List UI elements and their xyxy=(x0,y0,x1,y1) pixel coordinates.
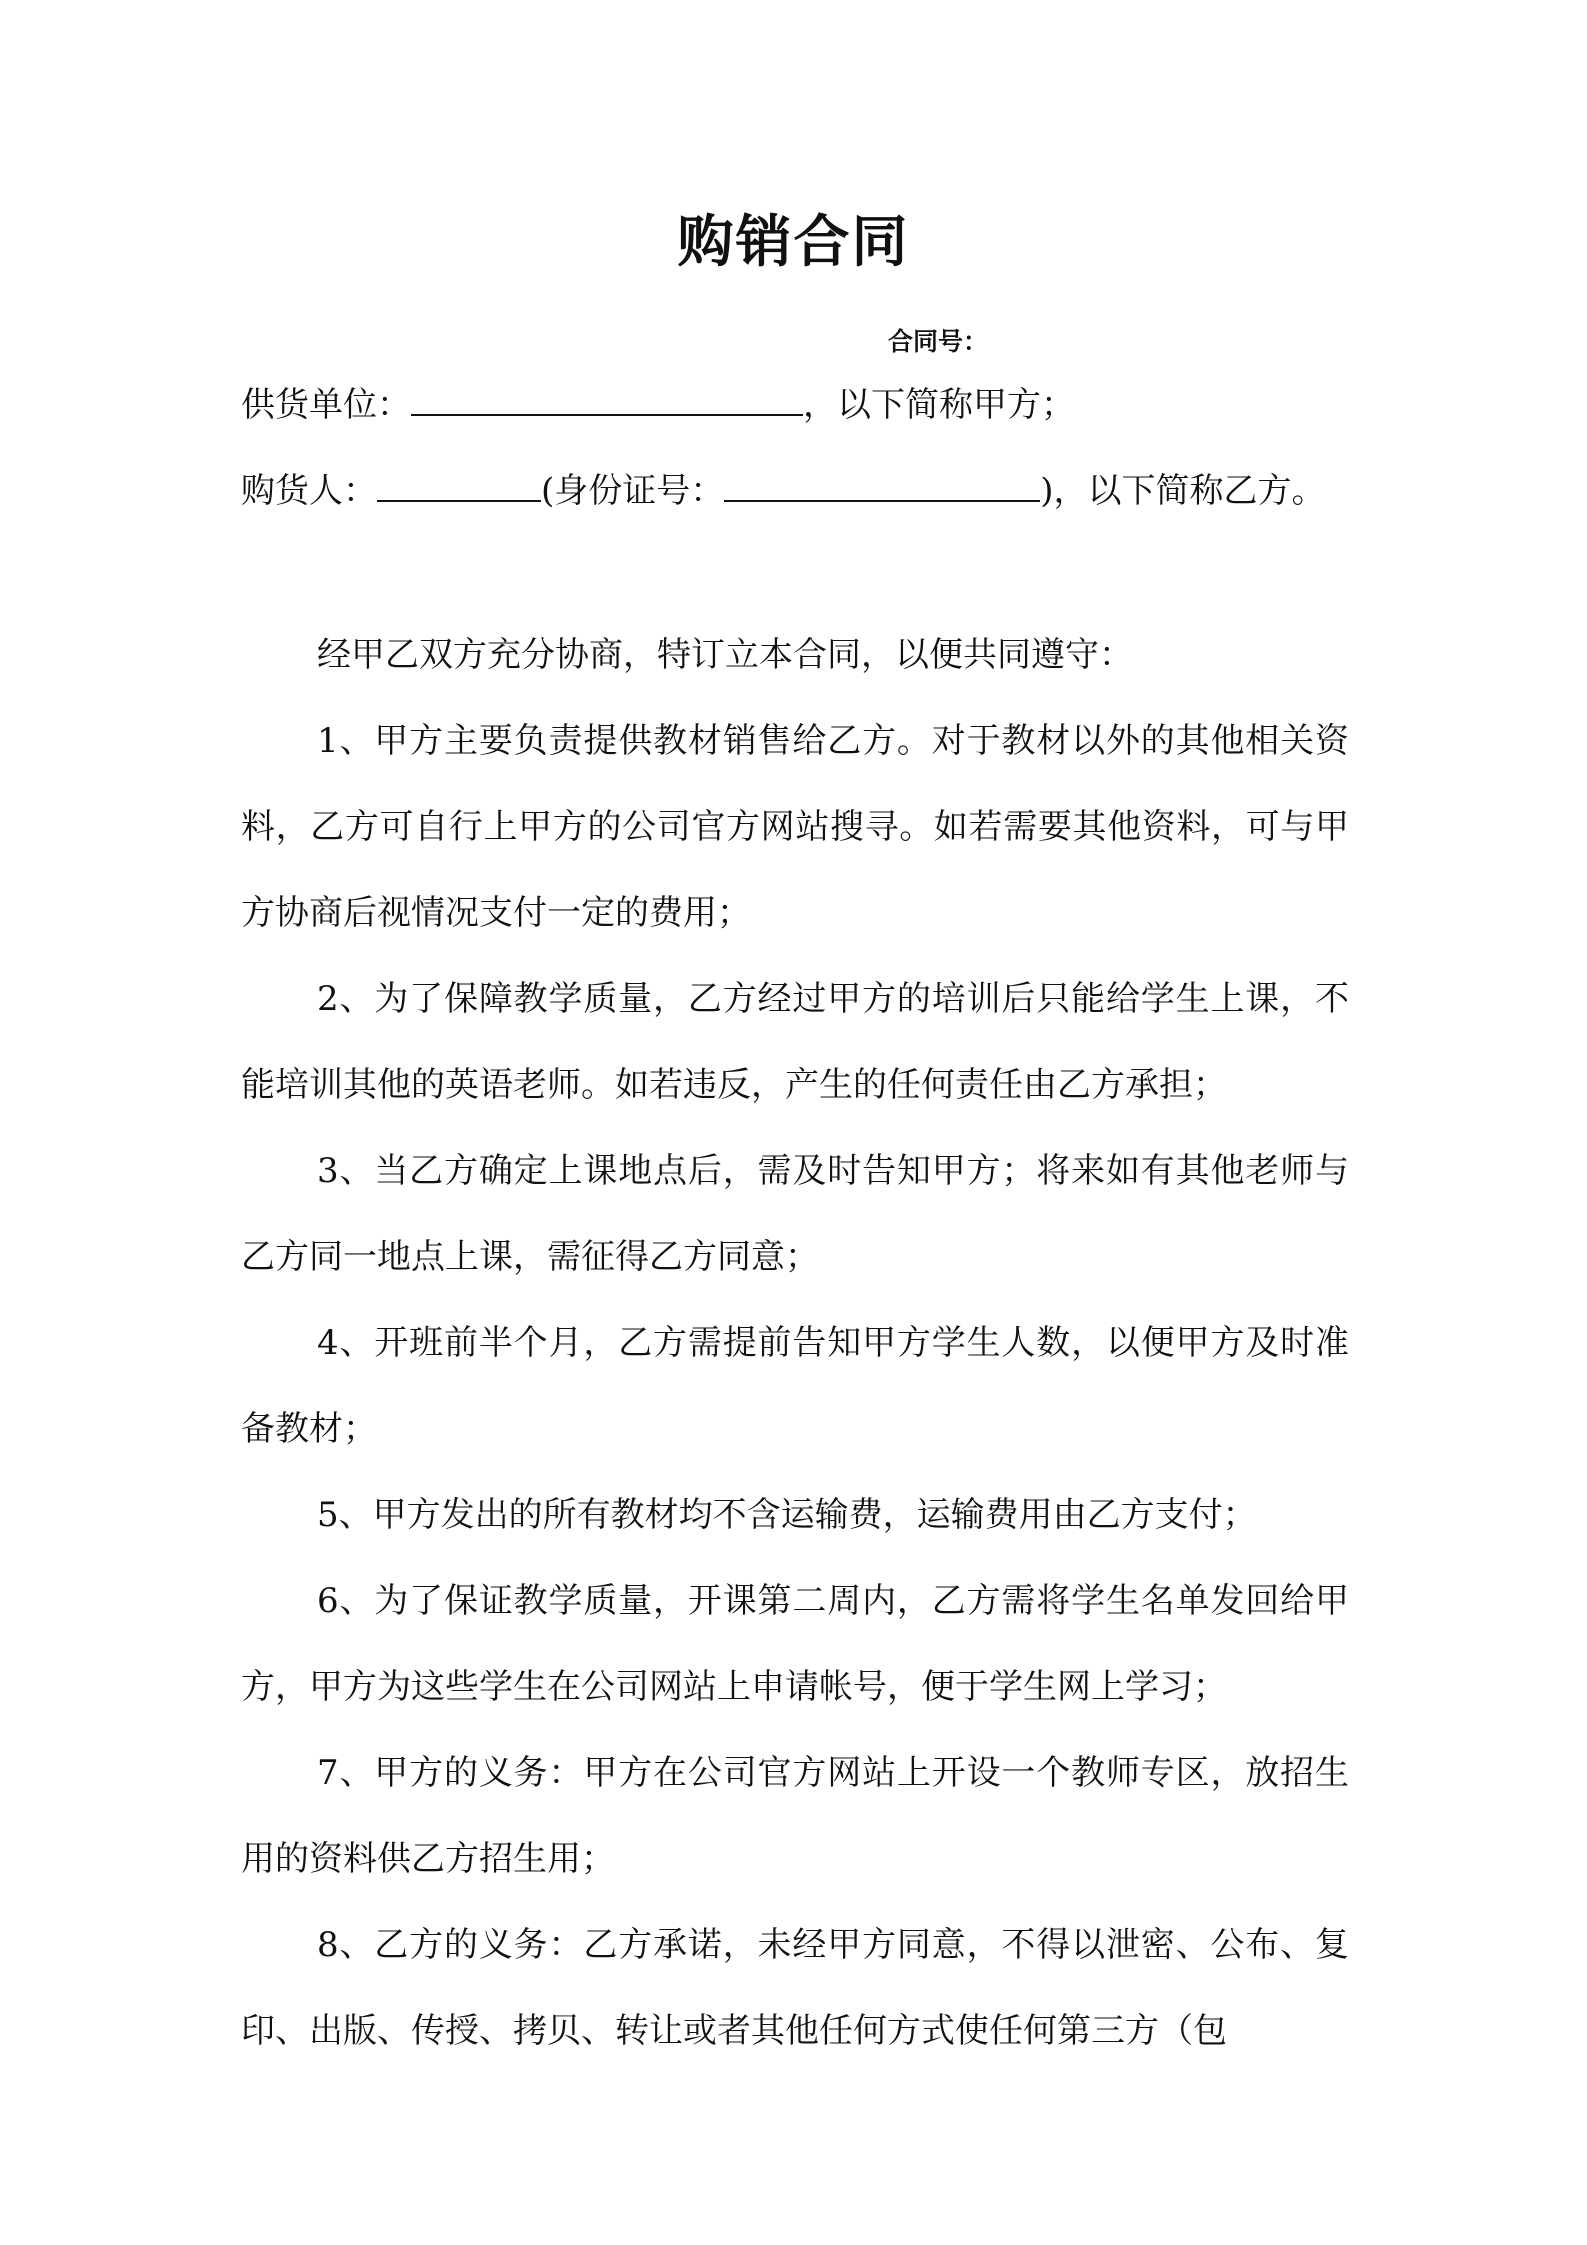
buyer-id-blank[interactable] xyxy=(724,464,1040,502)
buyer-label: 购货人： xyxy=(241,471,377,511)
contract-number-label: 合同号： xyxy=(888,327,989,356)
buyer-name-blank[interactable] xyxy=(377,464,541,502)
supplier-blank[interactable] xyxy=(411,378,803,416)
supplier-suffix: ，以下简称甲方； xyxy=(803,385,1075,425)
buyer-line xyxy=(241,464,1326,515)
buyer-id-label: (身份证号： xyxy=(541,471,725,511)
clause-3: 3、当乙方确定上课地点后，需及时告知甲方；将来如有其他老师与乙方同一地点上课，需征得乙方同意； xyxy=(241,1151,1349,1277)
buyer-suffix: )，以下简称乙方。 xyxy=(1040,471,1326,511)
clause-2: 2、为了保障教学质量，乙方经过甲方的培训后只能给学生上课，不能培训其他的英语老师。如若违反，产生的任何责任由乙方承担； xyxy=(241,979,1349,1105)
clause-7: 7、甲方的义务：甲方在公司官方网站上开设一个教师专区，放招生用的资料供乙方招生用； xyxy=(241,1753,1349,1879)
clause-4: 4、开班前半个月，乙方需提前告知甲方学生人数，以便甲方及时准备教材； xyxy=(241,1323,1349,1449)
intro-paragraph: 经甲乙双方充分协商，特订立本合同，以便共同遵守： xyxy=(317,635,1133,675)
clause-5: 5、甲方发出的所有教材均不含运输费，运输费用由乙方支付； xyxy=(317,1495,1257,1535)
clause-1: 1、甲方主要负责提供教材销售给乙方。对于教材以外的其他相关资料，乙方可自行上甲方的公司官方网站搜寻。如若需要其他资料，可与甲方协商后视情况支付一定的费用； xyxy=(241,721,1349,933)
supplier-label: 供货单位： xyxy=(241,385,411,425)
supplier-line xyxy=(241,378,1075,429)
clause-6: 6、为了保证教学质量，开课第二周内，乙方需将学生名单发回给甲方，甲方为这些学生在公司网站上申请帐号，便于学生网上学习； xyxy=(241,1581,1349,1707)
document-title: 购销合同 xyxy=(677,209,910,275)
clause-8: 8、乙方的义务：乙方承诺，未经甲方同意，不得以泄密、公布、复印、出版、传授、拷贝、转让或者其他任何方式使任何第三方（包 xyxy=(241,1925,1349,2051)
